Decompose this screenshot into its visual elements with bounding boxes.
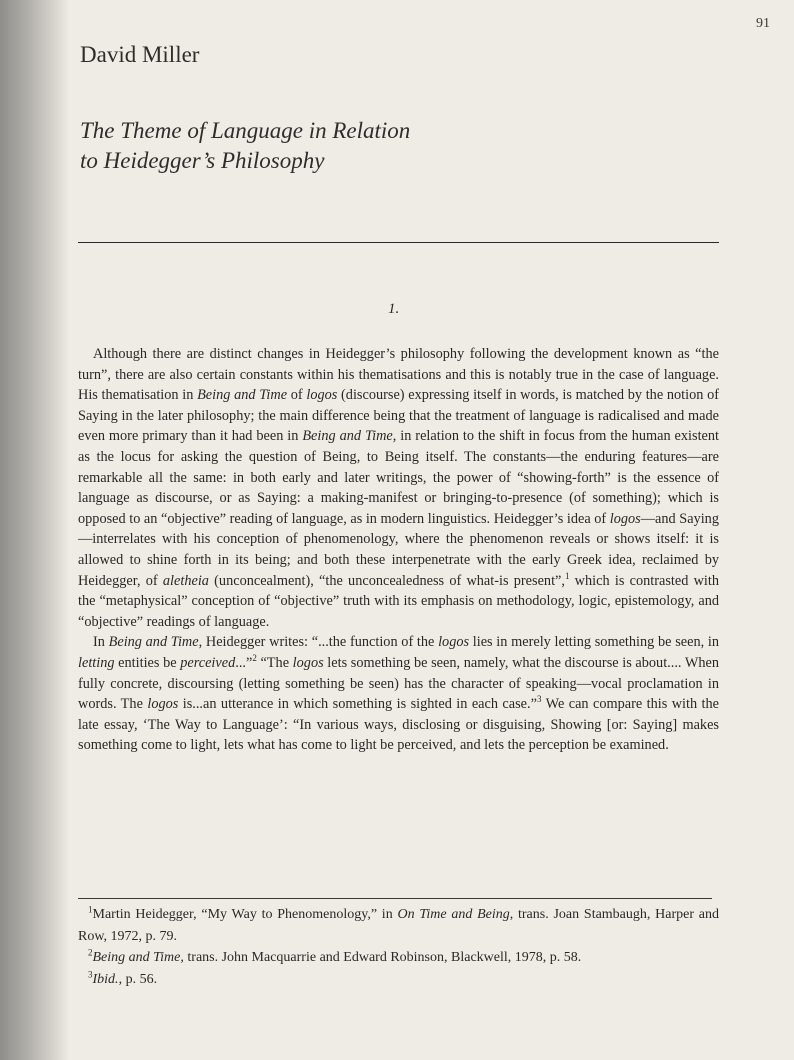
footnote-2 [78, 947, 719, 969]
text-run: Although there are distinct changes in Heidegger’s philosophy following the development known as “the turn”, there are also certain constants within his thematisations and this is notably true in the case of language. His thematisation in [78, 346, 719, 404]
italic-run: Ibid. [92, 971, 119, 987]
italic-run: logos [292, 654, 324, 671]
text-run: , in relation to the shift in focus from the human existent as the locus for asking the question of Being, to Being itself. The constants—the enduring features—are remarkable all the same: in both early and later writings, the power of “showing-forth” is the essence of language as discourse, or as Saying: a making-manifest or bringing-to-presence (of something); which is opposed to an “objective” reading of language, as in modern linguistics. Heidegger’s idea of [78, 428, 720, 527]
italic-run: aletheia [162, 572, 209, 589]
author-name: David Miller [80, 42, 200, 67]
italic-run: Being and Time, [92, 950, 184, 965]
italic-run: letting [78, 654, 115, 671]
italic-run: On Time and Being [397, 907, 510, 922]
footnote-1 [78, 904, 719, 947]
footnote-marker-1: 1 [564, 570, 570, 581]
article-title [80, 116, 410, 176]
italic-run: perceived [180, 654, 236, 671]
footnote-marker-2: 2 [252, 653, 257, 664]
paragraph-1 [78, 344, 719, 632]
text-run: , p. 56. [118, 971, 158, 987]
footnotes [78, 904, 719, 990]
binding-shadow [0, 0, 70, 1060]
italic-run: logos [306, 387, 338, 404]
text-run: , trans. Joan Stambaugh, Harper and Row, 1972, p. 79. [78, 907, 719, 944]
text-run: (discourse) expressing itself in words, is matched by the notion of Saying in the later philosophy; the main difference being that the treatment of language is radicalised and made even more primary than it had been in [78, 387, 719, 445]
footnote-number: 2 [88, 947, 93, 958]
italic-run: Being and Time [197, 387, 288, 404]
text-run: lets something be seen, namely, what the discourse is about.... When fully concrete, discoursing (letting something be seen) has the character of speaking—vocal proclamation in words. The [78, 654, 719, 713]
title-rule [78, 242, 719, 243]
footnote-3 [78, 969, 719, 991]
text-run: Martin Heidegger, “My Way to Phenomenology,” in [92, 907, 398, 922]
text-run: ...” [235, 654, 253, 671]
page-number: 91 [756, 16, 770, 31]
text-run: , Heidegger writes: “...the function of the [198, 634, 439, 651]
text-run: —and Saying—interrelates with his conception of phenomenology, where the phenomenon reveals or shows itself: it is allowed to shine forth in its being; and both these interpenetrate with the early Greek idea, reclaimed by Heidegger, of [78, 510, 719, 589]
italic-run: logos [147, 696, 179, 713]
text-run: In [93, 634, 109, 651]
italic-run: logos [609, 510, 641, 527]
footnote-number: 1 [88, 904, 93, 915]
italic-run: logos [438, 634, 470, 651]
text-run: entities be [114, 654, 181, 671]
text-run: lies in merely letting something be seen, in [469, 634, 720, 651]
text-run: of [287, 387, 307, 404]
footnote-marker-3: 3 [536, 694, 542, 705]
body-text [78, 344, 719, 756]
text-run: trans. John Macquarrie and Edward Robinson, Blackwell, 1978, p. 58. [183, 950, 582, 965]
footnote-number: 3 [88, 968, 93, 979]
article-title-line-1: The Theme of Language in Relation [80, 118, 411, 143]
italic-run: Being and Time [302, 428, 393, 445]
italic-run: Being and Time [108, 634, 199, 651]
article-title-line-2: to Heidegger’s Philosophy [80, 148, 325, 173]
text-run: We can compare this with the late essay, ‘The Way to Language’: “In various ways, disclosing or disguising, Showing [or: Saying] makes something come to light, lets what has come to light be perceived, and lets the perception be examined. [78, 696, 720, 754]
paragraph-2 [78, 632, 719, 756]
text-run: “The [256, 654, 293, 671]
text-run: is...an utterance in which something is sighted in each case.” [178, 696, 537, 713]
section-number: 1. [388, 301, 400, 317]
text-run: (unconcealment), “the unconcealedness of what-is present”, [208, 572, 565, 589]
footnote-rule [78, 898, 712, 899]
text-run: which is contrasted with the “metaphysical” conception of “objective” truth with its emphasis on methodology, logic, epistemology, and “objective” readings of language. [78, 572, 719, 630]
